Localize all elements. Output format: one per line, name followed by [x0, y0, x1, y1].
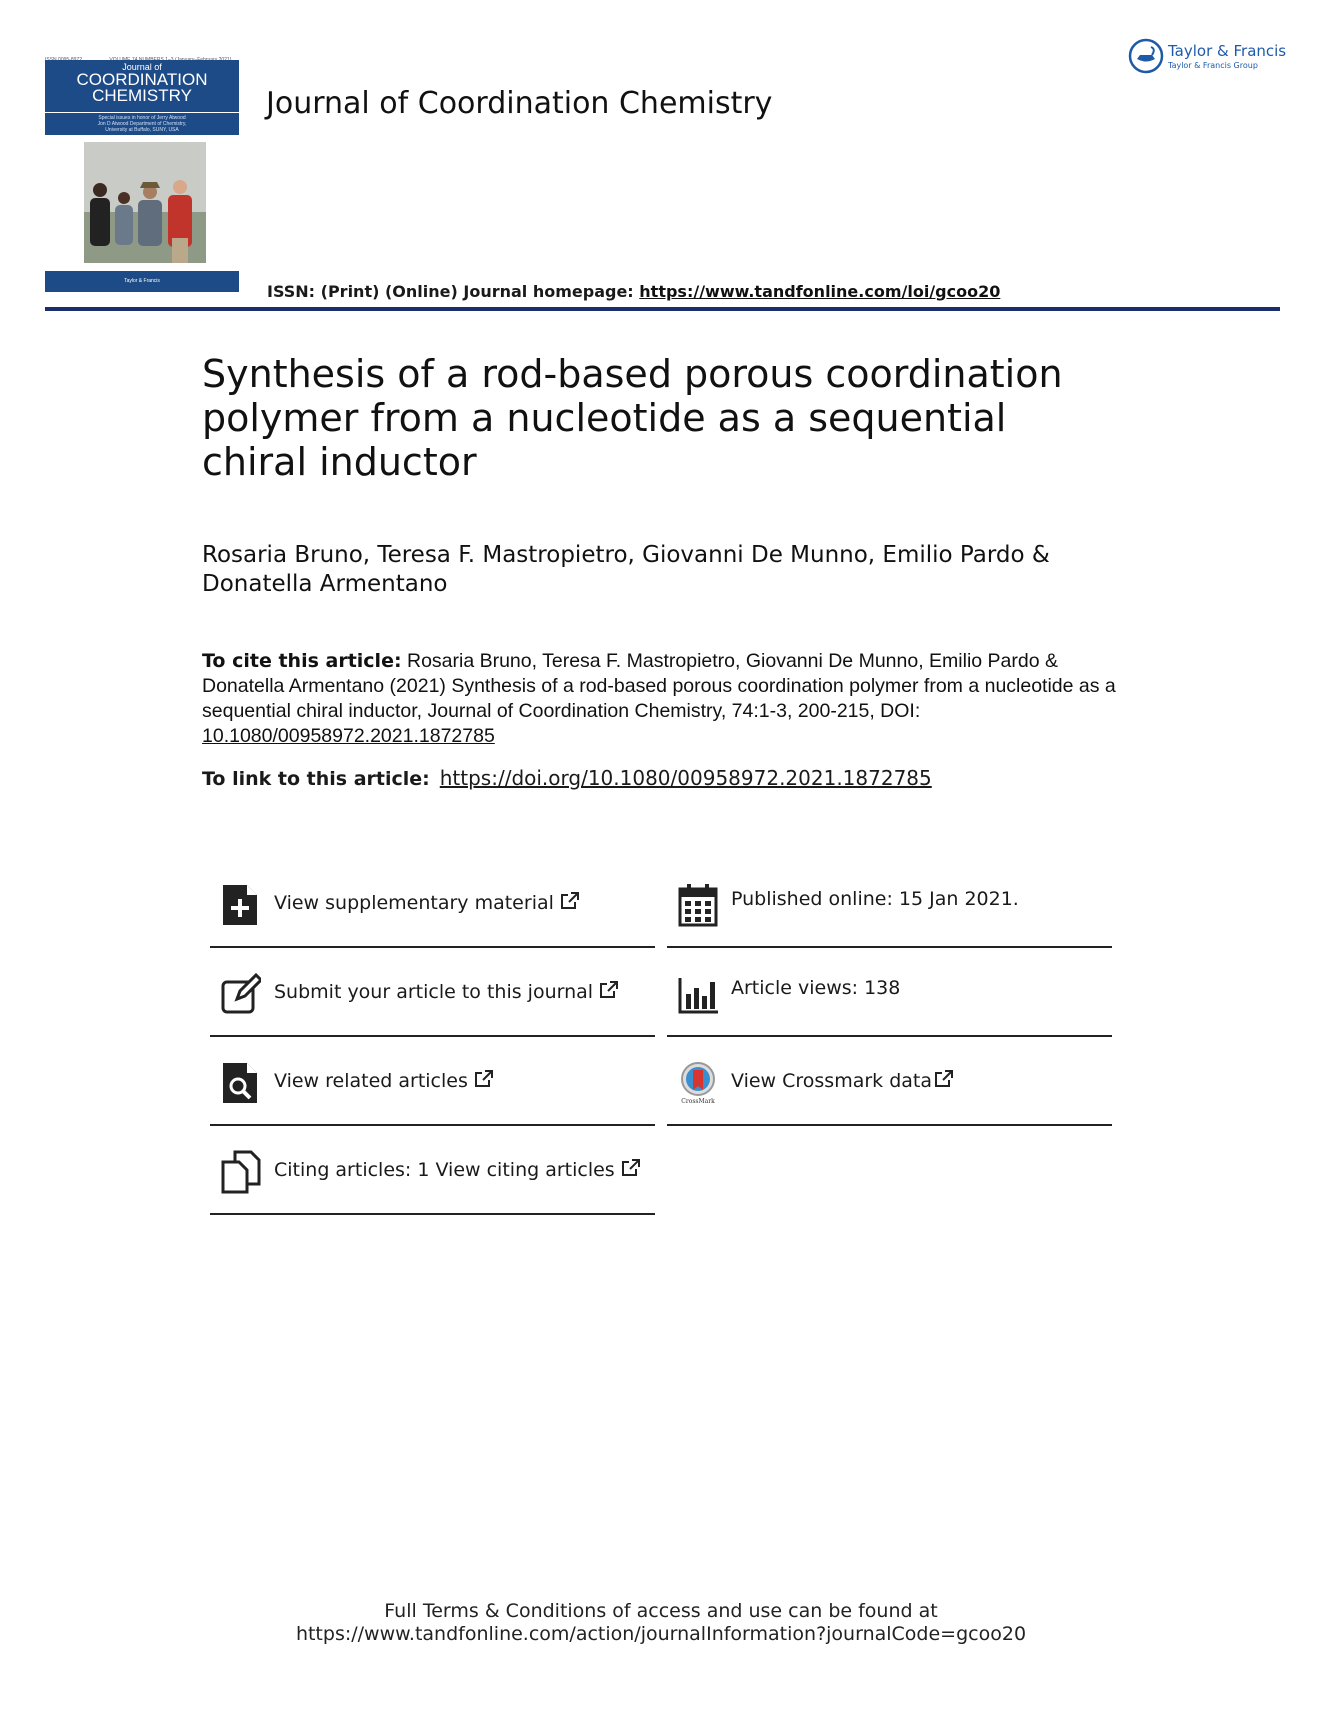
citation-block [202, 649, 1142, 749]
external-link-icon [934, 1070, 954, 1088]
calendar-icon [678, 883, 718, 927]
header-divider [45, 307, 1280, 311]
search-document-icon [221, 1061, 261, 1105]
published-online [667, 867, 1112, 945]
submit-label: Submit your article to this journal [274, 981, 594, 1003]
view-supplementary-link[interactable] [210, 867, 655, 945]
row-divider [210, 1213, 655, 1215]
article-title: Synthesis of a rod-based porous coordination polymer from a nucleotide as a sequential chiral inductor [202, 352, 1063, 484]
cover-title-band [45, 60, 239, 112]
link-label: To link to this article: [202, 768, 430, 790]
taylor-francis-logo[interactable] [1128, 38, 1287, 78]
row-divider [210, 1035, 655, 1037]
journal-title[interactable]: Journal of Coordination Chemistry [266, 86, 773, 121]
cover-publisher-footer: Taylor & Francis [45, 271, 239, 292]
published-date-text: Published online: 15 Jan 2021. [731, 888, 1019, 910]
publisher-name: Taylor & Francis [1168, 42, 1287, 60]
external-link-icon [474, 1070, 494, 1088]
cover-coordination: COORDINATION [76, 70, 208, 89]
row-divider [210, 1124, 655, 1126]
cite-doi-link[interactable]: 10.1080/00958972.2021.1872785 [202, 725, 495, 747]
journal-cover-thumbnail [45, 57, 239, 292]
cite-text: Rosaria Bruno, Teresa F. Mastropietro, Giovanni De Munno, Emilio Pardo & Donatella Armentano (2021) Synthesis of a rod-based porous coordination polymer from a nucleotide as a sequential chiral inductor, Journal of Coordination Chemistry, 74:1-3, 200-215, DOI: [202, 650, 1116, 722]
cover-subtitle-line: University at Buffalo, SUNY, USA [105, 127, 179, 133]
cover-chemistry: CHEMISTRY [92, 86, 192, 105]
copy-documents-icon [221, 1150, 261, 1194]
terms-footer [0, 1600, 1322, 1646]
article-views [667, 956, 1112, 1034]
edit-icon [221, 972, 261, 1016]
view-crossmark-link[interactable] [667, 1045, 1112, 1123]
add-file-icon [221, 883, 261, 927]
article-views-text: Article views: 138 [731, 977, 901, 999]
cover-journal-of: Journal of [122, 62, 162, 72]
crossmark-icon [678, 1061, 718, 1105]
publisher-group: Taylor & Francis Group [1168, 61, 1258, 70]
citing-label: Citing articles: 1 View citing articles [274, 1159, 615, 1181]
row-divider [667, 1035, 1112, 1037]
cover-photo [84, 142, 206, 263]
issn-homepage-line [267, 282, 1000, 301]
row-divider [210, 946, 655, 948]
cover-subtitle [45, 113, 239, 135]
related-label: View related articles [274, 1070, 468, 1092]
external-link-icon [621, 1159, 641, 1177]
issn-text: ISSN: (Print) (Online) Journal homepage: [267, 282, 640, 301]
cover-subtitle-line: Jon D Atwood Department of Chemistry, [97, 121, 187, 127]
cite-label: To cite this article: [202, 650, 402, 672]
external-link-icon [599, 981, 619, 999]
article-doi-link[interactable]: https://doi.org/10.1080/00958972.2021.1872785 [439, 766, 932, 790]
bar-chart-icon [678, 972, 718, 1016]
cover-subtitle-line: Special issues in honor of Jerry Atwood [98, 115, 186, 121]
supplementary-label: View supplementary material [274, 892, 554, 914]
crossmark-label: View Crossmark data [731, 1070, 933, 1092]
taylor-francis-lamp-icon [1128, 38, 1164, 74]
terms-text: Full Terms & Conditions of access and use can be found at [384, 1600, 938, 1622]
row-divider [667, 946, 1112, 948]
external-link-icon [560, 892, 580, 910]
submit-article-link[interactable] [210, 956, 655, 1034]
crossmark-logo-text: CrossMark [681, 1098, 715, 1105]
terms-url-link[interactable]: https://www.tandfonline.com/action/journalInformation?journalCode=gcoo20 [295, 1623, 1027, 1645]
view-related-articles-link[interactable] [210, 1045, 655, 1123]
journal-homepage-link[interactable]: https://www.tandfonline.com/loi/gcoo20 [639, 282, 1001, 301]
article-link-line [202, 766, 932, 790]
row-divider [667, 1124, 1112, 1126]
citing-articles-link[interactable] [210, 1134, 655, 1212]
article-authors: Rosaria Bruno, Teresa F. Mastropietro, Giovanni De Munno, Emilio Pardo & Donatella Armentano [202, 542, 1050, 597]
